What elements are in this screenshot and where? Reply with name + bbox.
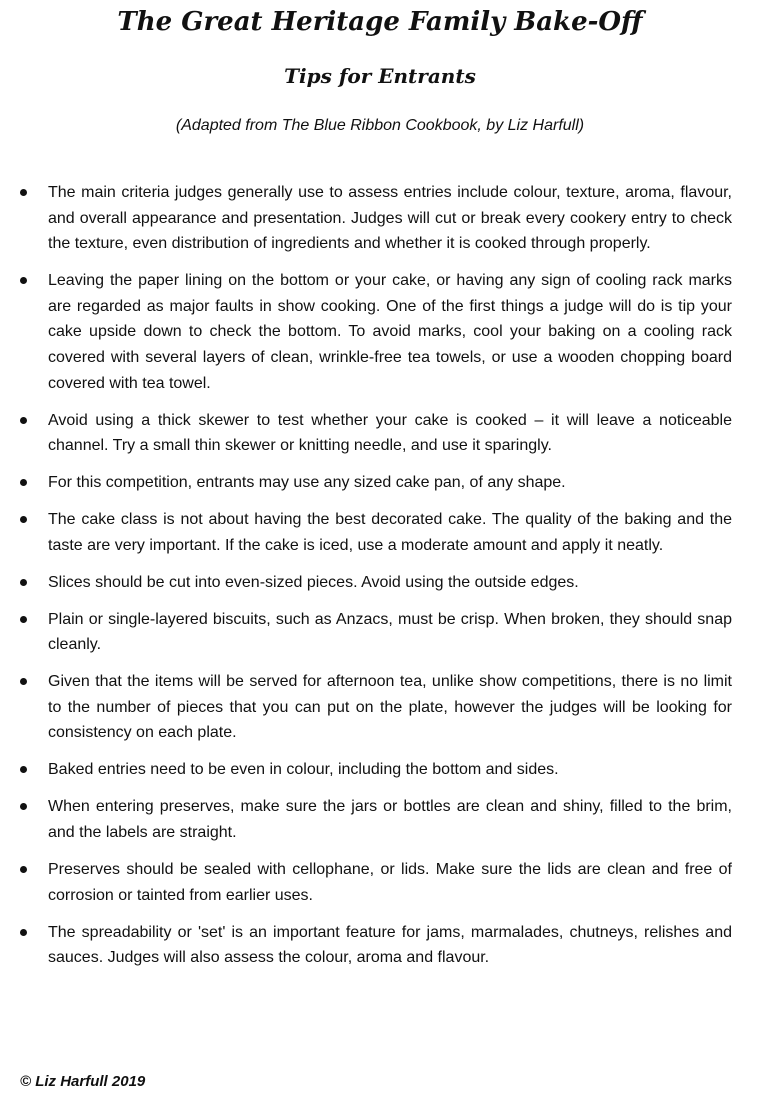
tip-text: The cake class is not about having the best decorated cake. The quality of the baking and the taste are very important. If the cake is iced, use a moderate amount and apply it neatly. [48,511,732,554]
tip-item [20,507,732,558]
tip-item [20,268,732,396]
tip-item [20,920,732,971]
source-attribution: (Adapted from The Blue Ribbon Cookbook, by Liz Harfull) [175,117,585,134]
tip-item [20,669,732,746]
tip-item [20,607,732,658]
bullet-icon [20,417,27,424]
tip-item [20,857,732,908]
tip-item [20,180,732,257]
bullet-icon [20,866,27,873]
tip-text: Preserves should be sealed with cellophane, or lids. Make sure the lids are clean and free of corrosion or tainted from earlier uses. [48,860,732,904]
document-subtitle: Tips for Entrants [284,64,476,88]
tip-text: Slices should be cut into even-sized pieces. Avoid using the outside edges. [48,573,579,591]
tip-item [20,570,732,596]
document-title: The Great Heritage Family Bake-Off [117,7,643,37]
bullet-icon [20,929,27,936]
tip-text: The spreadability or 'set' is an important feature for jams, marmalades, chutneys, relishes and sauces. Judges will also assess the colour, aroma and flavour. [48,923,732,967]
tip-text: Baked entries need to be even in colour, including the bottom and sides. [48,761,559,779]
bullet-icon [20,803,27,810]
bullet-icon [20,277,27,284]
tip-text: When entering preserves, make sure the jars or bottles are clean and shiny, filled to the brim, and the labels are straight. [48,798,732,841]
bullet-icon [20,516,27,523]
tip-item [20,470,732,496]
bullet-icon [20,579,27,586]
tip-item [20,794,732,845]
bullet-icon [20,479,27,486]
tip-text: Avoid using a thick skewer to test whether your cake is cooked – it will leave a noticeable channel. Try a small thin skewer or knitting needle, and use it sparingly. [48,411,732,455]
bullet-icon [20,678,27,685]
tip-text: Leaving the paper lining on the bottom or your cake, or having any sign of cooling rack marks are regarded as major faults in show cooking. One of the first things a judge will do is tip your cake upside down to check the bottom. To avoid marks, cool your baking on a cooling rack covered with several layers of clean, wrinkle-free tea towels, or use a wooden chopping board covered with tea towel. [48,272,732,392]
bullet-icon [20,616,27,623]
tip-text: For this competition, entrants may use any sized cake pan, of any shape. [48,474,566,492]
tip-text: Given that the items will be served for afternoon tea, unlike show competitions, there is no limit to the number of pieces that you can put on the plate, however the judges will be looking for consistency on each plate. [48,673,732,742]
tips-list [20,180,732,982]
bullet-icon [20,189,27,196]
bullet-icon [20,766,27,773]
copyright-notice: © Liz Harfull 2019 [20,1073,146,1090]
tip-item [20,757,732,783]
tip-text: The main criteria judges generally use to assess entries include colour, texture, aroma, flavour, and overall appearance and presentation. Judges will cut or break every cookery entry to check the texture, even distribution of ingredients and whether it is cooked through properly. [48,184,732,253]
tip-text: Plain or single-layered biscuits, such as Anzacs, must be crisp. When broken, they should snap cleanly. [48,610,732,654]
tip-item [20,408,732,459]
